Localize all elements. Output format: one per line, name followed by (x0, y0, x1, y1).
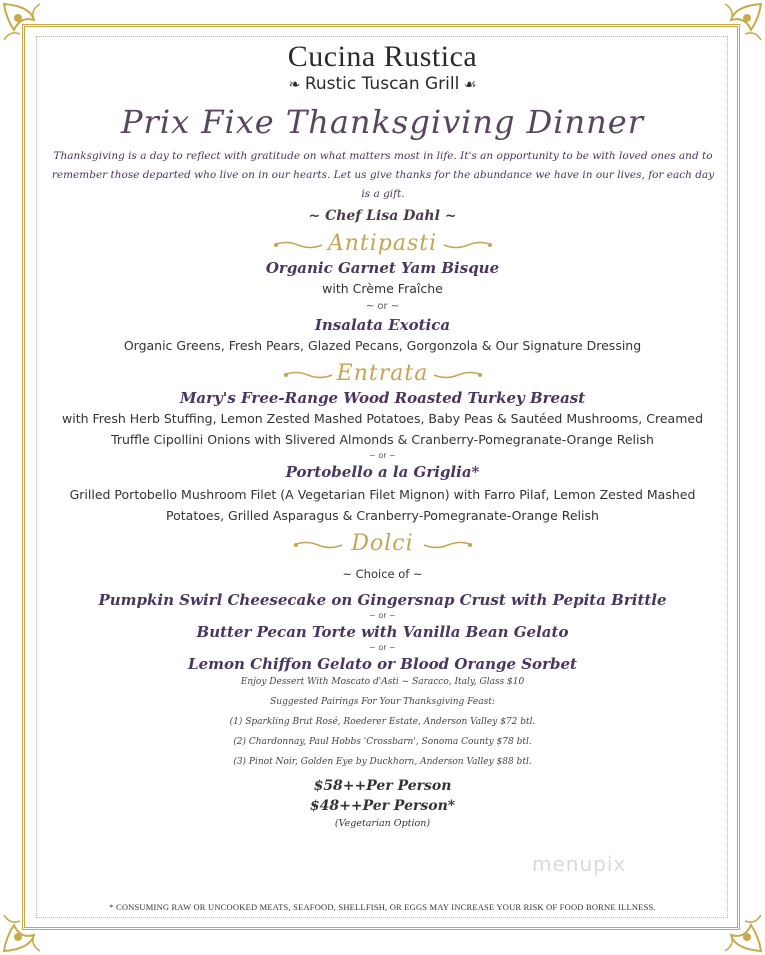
price-vegetarian: $48++Per Person* (309, 798, 456, 814)
pairing-item: (2) Chardonnay, Paul Hobbs 'Crossbarn', Sonoma County $78 btl. (233, 737, 532, 747)
pairing-item: (1) Sparkling Brut Rosé, Roederer Estate, Anderson Valley $72 btl. (229, 717, 536, 727)
section-heading: Antipasti (327, 231, 438, 256)
or-separator: ~ or ~ (365, 301, 400, 312)
swirl-right-icon (442, 240, 494, 250)
swirl-left-icon (292, 540, 344, 550)
price-regular: $58++Per Person (313, 778, 452, 794)
swirl-right-icon (422, 540, 474, 550)
section-heading: Dolci (351, 531, 414, 556)
brand-subtitle: ❧ Rustic Tuscan Grill ☙ (288, 74, 477, 94)
section-heading: Entrata (336, 361, 429, 386)
pairing-item: (3) Pinot Noir, Golden Eye by Duckhorn, Anderson Valley $88 btl. (233, 757, 532, 767)
brand-name: Cucina Rustica (287, 40, 478, 73)
dish-title: Insalata Exotica (314, 316, 451, 334)
pairings-heading: Suggested Pairings For Your Thanksgiving Feast: (270, 697, 495, 707)
dish-title: Portobello a la Griglia* (285, 463, 480, 481)
flourish-icon: ☙ (459, 77, 477, 93)
food-safety-disclaimer: * CONSUMING RAW OR UNCOOKED MEATS, SEAFOOD, SHELLFISH, OR EGGS MAY INCREASE YOUR RISK OF FOOD BORNE ILLNESS. (109, 902, 656, 912)
dish-title: Pumpkin Swirl Cheesecake on Gingersnap Crust with Pepita Brittle (98, 591, 667, 609)
page-title: Prix Fixe Thanksgiving Dinner (121, 103, 644, 141)
dish-description: Grilled Portobello Mushroom Filet (A Vegetarian Filet Mignon) with Farro Pilaf, Lemon Zested Mashed Potatoes, Grilled Asparagus & Cranberry-Pomegranate-Orange Relish (69, 487, 696, 523)
dessert-note: Enjoy Dessert With Moscato d'Asti ~ Saracco, Italy, Glass $10 (240, 677, 525, 687)
swirl-right-icon (432, 370, 484, 380)
section-antipasti (50, 230, 715, 258)
intro-text: Thanksgiving is a day to reflect with gratitude on what matters most in life. It's an opportunity to be with loved ones and to remember those departed who live on in our hearts. Let us give thanks for the abundance we have in our lives, for each day is a gift. (51, 150, 715, 200)
chef-name: ~ Chef Lisa Dahl ~ (308, 208, 457, 224)
section-dolci (50, 530, 715, 558)
vegetarian-note: (Vegetarian Option) (334, 818, 431, 829)
dish-description: Organic Greens, Fresh Pears, Glazed Pecans, Gorgonzola & Our Signature Dressing (123, 338, 642, 353)
section-entrata (50, 360, 715, 388)
choice-label: ~ Choice of ~ (342, 567, 423, 581)
or-separator: ~ or ~ (369, 643, 396, 652)
or-separator: ~ or ~ (369, 611, 396, 620)
swirl-left-icon (272, 240, 324, 250)
dish-title: Butter Pecan Torte with Vanilla Bean Gelato (196, 623, 569, 641)
or-separator: ~ or ~ (369, 451, 396, 460)
dish-title: Organic Garnet Yam Bisque (265, 259, 500, 277)
flourish-icon: ❧ (288, 77, 305, 93)
dish-title: Mary's Free-Range Wood Roasted Turkey Breast (179, 389, 586, 407)
dish-description: with Crème Fraîche (322, 281, 443, 296)
swirl-left-icon (282, 370, 334, 380)
menu-content (50, 40, 715, 832)
watermark-logo: menupix (532, 852, 627, 876)
dish-description: with Fresh Herb Stuffing, Lemon Zested Mashed Potatoes, Baby Peas & Sautéed Mushrooms, Creamed Truffle Cipollini Onions with Slivered Almonds & Cranberry-Pomegranate-Orange Relish (62, 411, 703, 447)
dish-title: Lemon Chiffon Gelato or Blood Orange Sorbet (188, 655, 577, 673)
